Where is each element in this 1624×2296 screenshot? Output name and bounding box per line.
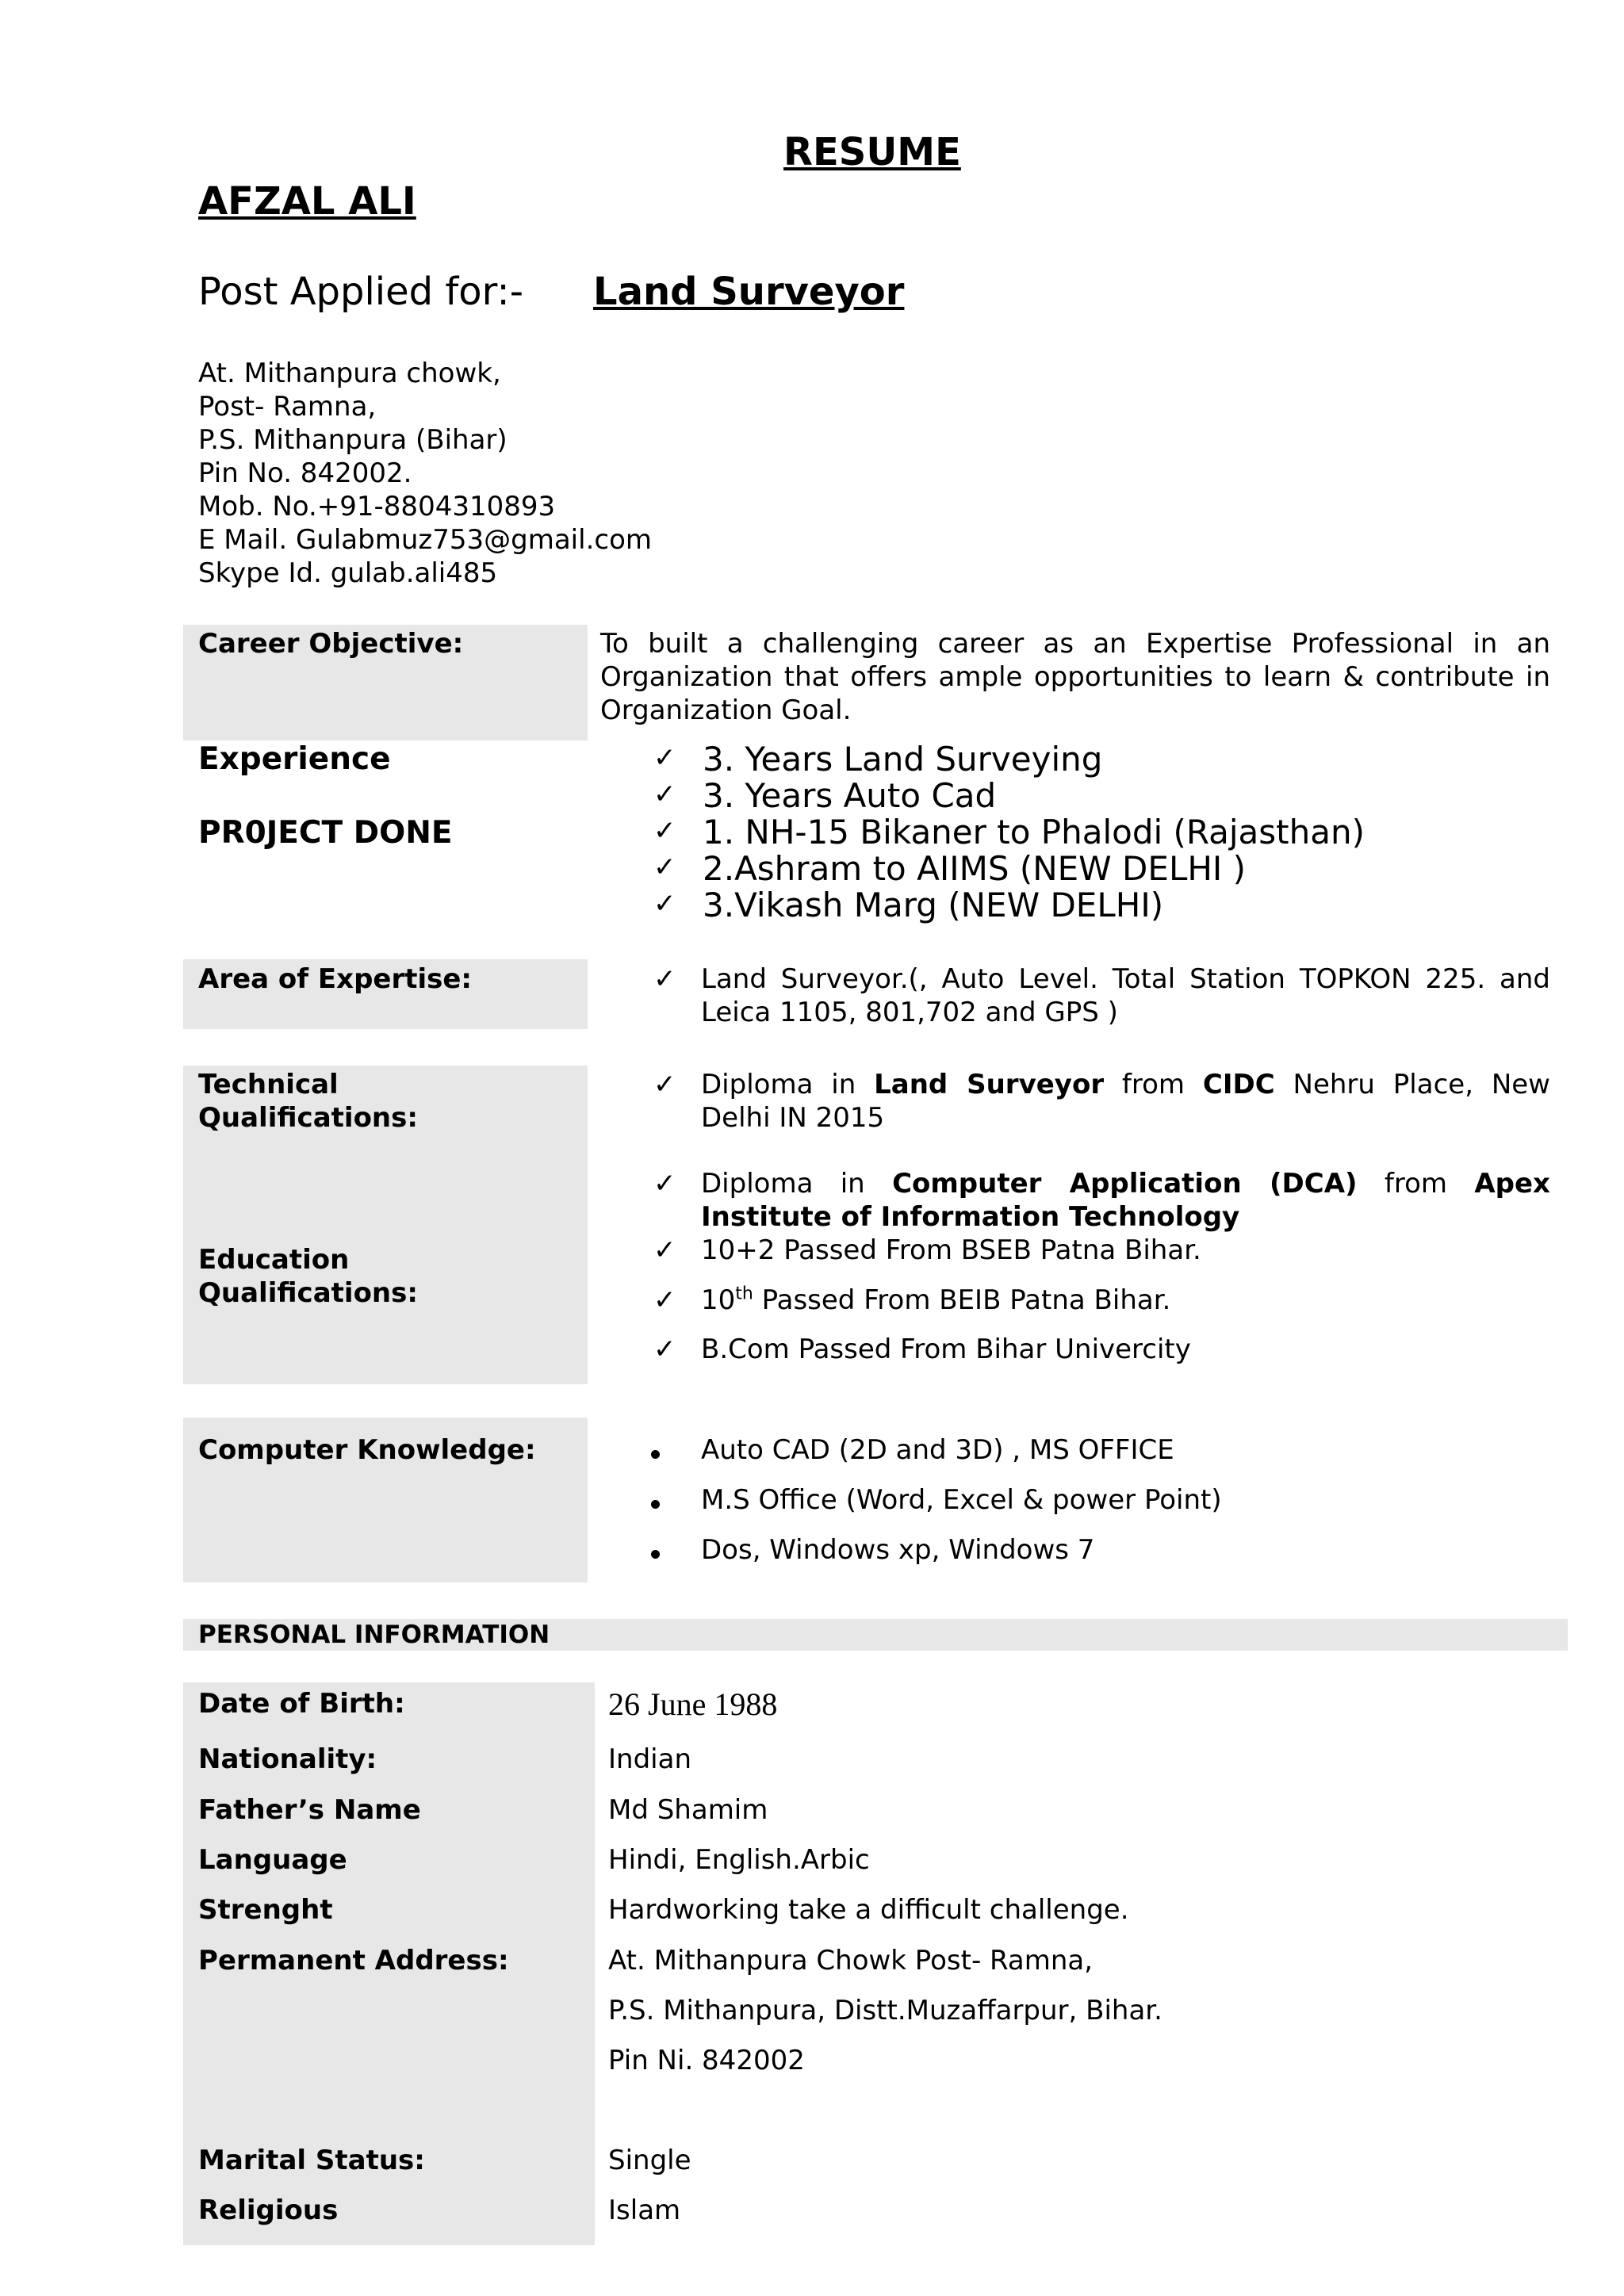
- contact-skype: Skype Id. gulab.ali485: [198, 557, 498, 589]
- technical-label: Qualifications:: [198, 1102, 418, 1134]
- technical-label: Technical: [198, 1069, 339, 1100]
- check-mark-icon: ✓: [653, 963, 676, 995]
- project-item: 3.Vikash Marg (NEW DELHI): [703, 886, 1164, 924]
- contact-line: P.S. Mithanpura (Bihar): [198, 424, 508, 456]
- education-item: B.Com Passed From Bihar Univercity: [701, 1334, 1191, 1365]
- check-mark-icon: ✓: [653, 1069, 676, 1100]
- contact-line: At. Mithanpura chowk,: [198, 358, 501, 389]
- experience-item: 3. Years Land Surveying: [703, 740, 1103, 779]
- nationality-label: Nationality:: [198, 1743, 377, 1775]
- technical-text: Nehru Place, New Delhi IN 2015: [701, 1069, 1550, 1134]
- language-value: Hindi, English.Arbic: [608, 1844, 870, 1876]
- check-mark-icon: ✓: [653, 1234, 676, 1266]
- religion-value: Islam: [608, 2195, 681, 2226]
- education-item: [701, 1284, 1170, 1317]
- check-mark-icon: ✓: [653, 1334, 676, 1365]
- technical-text: Diploma in: [701, 1069, 875, 1100]
- education-item: 10+2 Passed From BSEB Patna Bihar.: [701, 1234, 1201, 1266]
- permanent-address-line: P.S. Mithanpura, Distt.Muzaffarpur, Bihar.: [608, 1995, 1162, 2026]
- marital-status-label: Marital Status:: [198, 2145, 425, 2176]
- contact-block: [198, 357, 652, 590]
- check-mark-icon: ✓: [653, 888, 676, 920]
- check-mark-icon: ✓: [653, 742, 676, 774]
- personal-info-heading: PERSONAL INFORMATION: [198, 1621, 550, 1649]
- career-objective-text: To built a challenging career as an Expertise Professional in an Organization that offers ample opportunities to learn & contribute in Organization Goal.: [600, 628, 1550, 726]
- post-applied-value: Land Surveyor: [593, 270, 905, 314]
- check-mark-icon: ✓: [653, 1168, 676, 1200]
- technical-item: [701, 1068, 1550, 1135]
- technical-item: [701, 1167, 1550, 1234]
- language-label: Language: [198, 1844, 347, 1876]
- dob-label: Date of Birth:: [198, 1688, 405, 1720]
- nationality-value: Indian: [608, 1743, 691, 1775]
- resume-title: RESUME: [783, 130, 961, 174]
- technical-text: from: [1357, 1168, 1475, 1200]
- technical-course: Computer Application (DCA): [892, 1168, 1358, 1200]
- marital-status-value: Single: [608, 2145, 691, 2176]
- dob-value: 26 June 1988: [608, 1686, 778, 1722]
- strength-label: Strenght: [198, 1894, 333, 1926]
- education-text: 10: [701, 1284, 736, 1316]
- post-applied-label: Post Applied for:-: [198, 270, 524, 314]
- computer-item: Auto CAD (2D and 3D) , MS OFFICE: [701, 1434, 1174, 1466]
- experience-item: 3. Years Auto Cad: [703, 776, 997, 815]
- permanent-address-line: Pin Ni. 842002: [608, 2045, 805, 2076]
- bullet-dot-icon: [651, 1500, 660, 1509]
- computer-label: Computer Knowledge:: [198, 1434, 536, 1466]
- education-sup: th: [735, 1284, 753, 1304]
- contact-phone: Mob. No.+91-8804310893: [198, 491, 556, 522]
- expertise-text: Land Surveyor.(, Auto Level. Total Station TOPKON 225. and Leica 1105, 801,702 and GPS ): [701, 963, 1550, 1028]
- contact-line: Post- Ramna,: [198, 391, 377, 423]
- father-name-label: Father’s Name: [198, 1794, 421, 1826]
- computer-item: Dos, Windows xp, Windows 7: [701, 1534, 1095, 1566]
- technical-course: Land Surveyor: [874, 1069, 1105, 1100]
- education-label: Qualifications:: [198, 1277, 418, 1309]
- education-text: Passed From BEIB Patna Bihar.: [753, 1284, 1171, 1316]
- career-objective-label: Career Objective:: [198, 628, 464, 660]
- contact-email: E Mail. Gulabmuz753@gmail.com: [198, 524, 652, 556]
- education-label: Education: [198, 1244, 350, 1276]
- contact-line: Pin No. 842002.: [198, 457, 412, 489]
- check-mark-icon: ✓: [653, 1284, 676, 1316]
- religion-label: Religious: [198, 2195, 339, 2226]
- applicant-name: AFZAL ALI: [198, 179, 416, 224]
- check-mark-icon: ✓: [653, 815, 676, 847]
- computer-item: M.S Office (Word, Excel & power Point): [701, 1484, 1222, 1516]
- technical-text: Diploma in: [701, 1168, 893, 1200]
- project-done-label: PR0JECT DONE: [198, 815, 453, 851]
- permanent-address-line: At. Mithanpura Chowk Post- Ramna,: [608, 1945, 1094, 1976]
- permanent-address-label: Permanent Address:: [198, 1945, 509, 1976]
- check-mark-icon: ✓: [653, 779, 676, 810]
- technical-text: from: [1104, 1069, 1203, 1100]
- technical-institute: CIDC: [1202, 1069, 1275, 1100]
- bullet-dot-icon: [651, 1450, 660, 1459]
- project-item: 1. NH-15 Bikaner to Phalodi (Rajasthan): [703, 813, 1365, 851]
- father-name-value: Md Shamim: [608, 1794, 768, 1826]
- project-item: 2.Ashram to AIIMS (NEW DELHI ): [703, 849, 1247, 888]
- strength-value: Hardworking take a difficult challenge.: [608, 1894, 1129, 1926]
- bullet-dot-icon: [651, 1550, 660, 1559]
- expertise-label: Area of Expertise:: [198, 963, 473, 995]
- experience-label: Experience: [198, 741, 391, 777]
- technical-institute: Apex Institute of Information Technology: [701, 1168, 1550, 1233]
- check-mark-icon: ✓: [653, 851, 676, 883]
